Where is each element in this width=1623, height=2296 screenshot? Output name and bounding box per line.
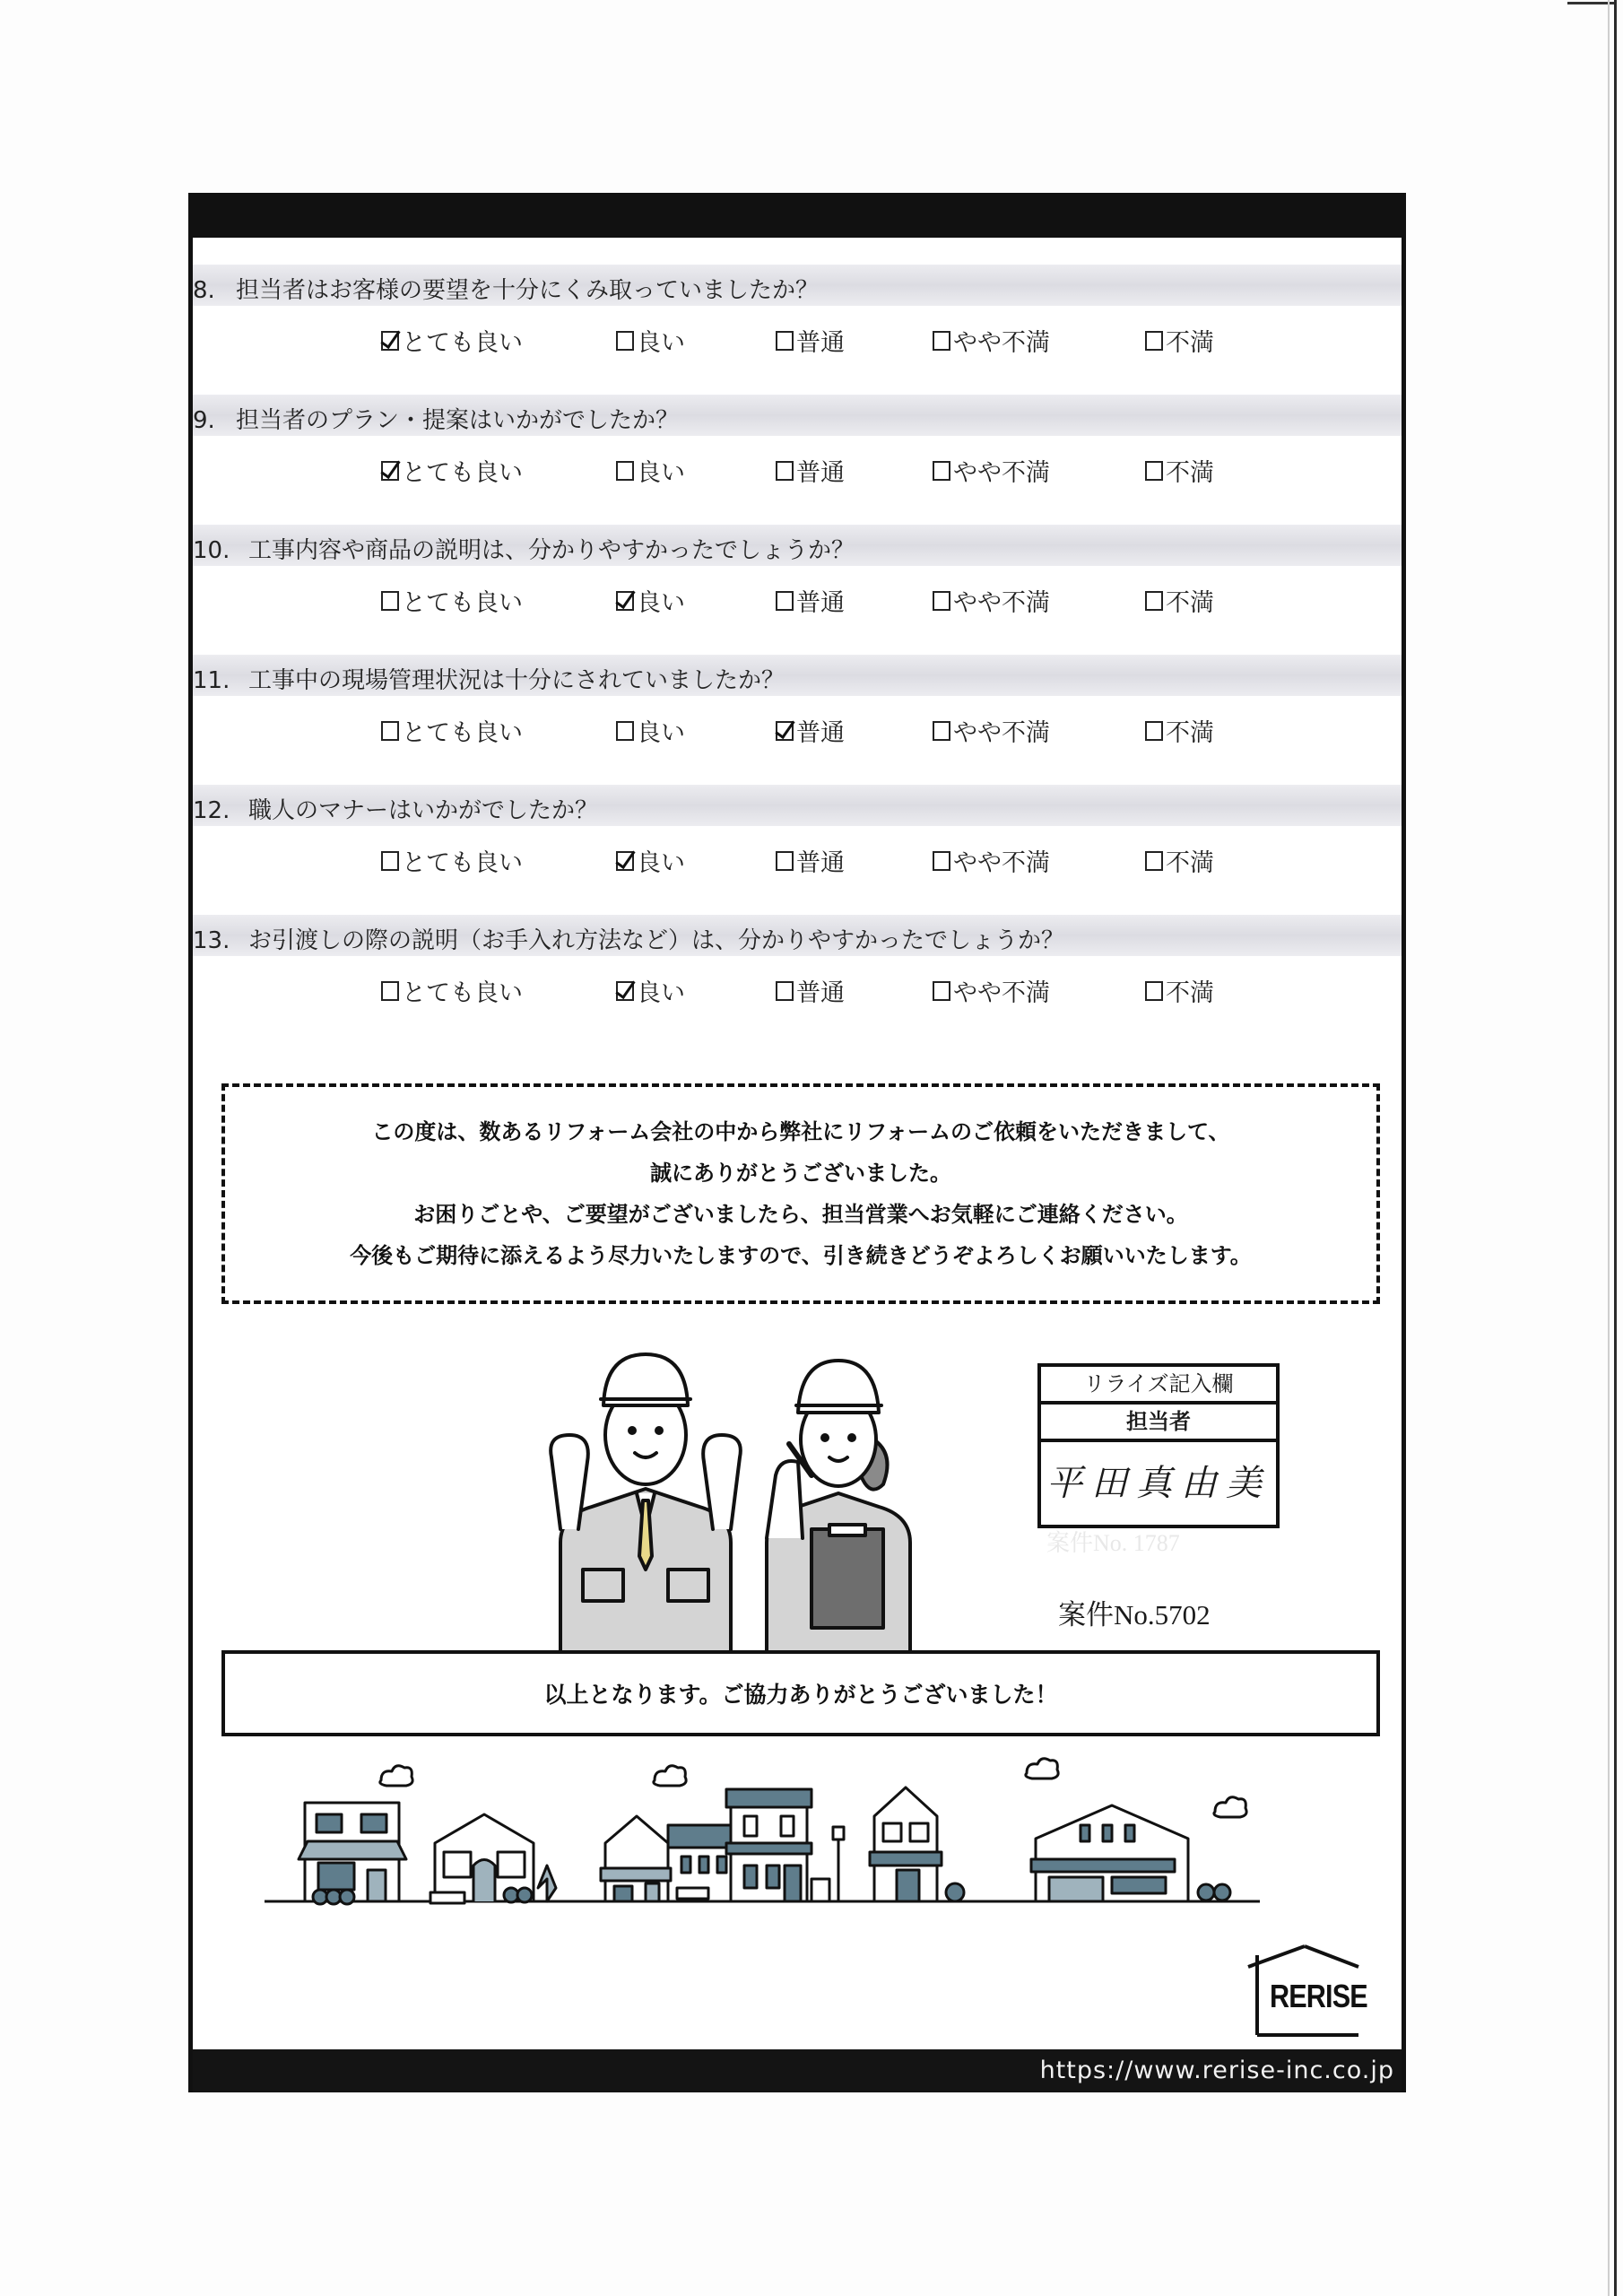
answer-options: [193, 453, 1402, 489]
question-text: [193, 922, 1064, 955]
answer-option[interactable]: [933, 843, 1050, 878]
option-label: 不満: [1166, 849, 1214, 877]
option-label: とても良い: [402, 329, 523, 357]
footer-bar: [193, 2049, 1402, 2092]
answer-option[interactable]: [776, 453, 845, 488]
checkbox[interactable]: [381, 851, 399, 871]
answer-option[interactable]: [933, 583, 1050, 618]
answer-option[interactable]: [933, 973, 1050, 1008]
answer-option[interactable]: [381, 583, 523, 618]
checkbox-checked[interactable]: [616, 591, 634, 611]
question-label: 工事中の現場管理状況は十分にされていましたか？: [248, 667, 785, 694]
answer-option[interactable]: [381, 973, 523, 1008]
question-number: 13.: [193, 927, 230, 954]
option-label: 良い: [637, 849, 685, 877]
checkbox-checked[interactable]: [381, 331, 399, 351]
option-label: 普通: [796, 719, 845, 747]
question-label: 職人のマナーはいかがでしたか？: [248, 797, 599, 824]
checkbox[interactable]: [933, 981, 950, 1001]
checkbox[interactable]: [933, 851, 950, 871]
question-number: 8.: [193, 277, 215, 304]
checkbox[interactable]: [933, 591, 950, 611]
survey-sheet: [188, 193, 1406, 2092]
checkbox[interactable]: [776, 331, 794, 351]
checkbox[interactable]: [1145, 591, 1163, 611]
checkbox[interactable]: [616, 721, 634, 741]
answer-options: [193, 843, 1402, 879]
checkbox[interactable]: [933, 721, 950, 741]
question-label: 工事内容や商品の説明は、分かりやすかったでしょうか？: [248, 537, 855, 564]
workers-illustration: [542, 1350, 955, 1650]
option-label: とても良い: [402, 589, 523, 617]
answer-option[interactable]: [1145, 453, 1214, 488]
option-label: 不満: [1166, 979, 1214, 1007]
option-label: 良い: [637, 589, 685, 617]
option-label: 普通: [796, 979, 845, 1007]
answer-option[interactable]: [616, 583, 685, 618]
thanks-line: 誠にありがとうございました。: [650, 1161, 951, 1186]
answer-option[interactable]: [616, 973, 685, 1008]
checkbox[interactable]: [616, 461, 634, 481]
answer-option[interactable]: [933, 323, 1050, 358]
checkbox[interactable]: [1145, 461, 1163, 481]
answer-option[interactable]: [381, 323, 523, 358]
option-label: 不満: [1166, 589, 1214, 617]
checkbox[interactable]: [1145, 851, 1163, 871]
answer-option[interactable]: [776, 323, 845, 358]
answer-option[interactable]: [616, 843, 685, 878]
checkbox[interactable]: [776, 591, 794, 611]
option-label: やや不満: [953, 589, 1050, 617]
option-label: とても良い: [402, 849, 523, 877]
question-number: 12.: [193, 797, 230, 824]
town-illustration: [247, 1753, 1323, 1915]
case-number-ghost: 案件No. 1787: [1046, 1530, 1180, 1556]
answer-option[interactable]: [1145, 843, 1214, 878]
rerise-entry-box: [1037, 1363, 1280, 1528]
answer-option[interactable]: [1145, 323, 1214, 358]
option-label: 普通: [796, 589, 845, 617]
option-label: 不満: [1166, 719, 1214, 747]
answer-option[interactable]: [933, 713, 1050, 748]
closing-message: 以上となります。ご協力ありがとうございました！: [543, 1682, 1058, 1708]
option-label: 良い: [637, 459, 685, 487]
option-label: 良い: [637, 329, 685, 357]
answer-option[interactable]: [776, 973, 845, 1008]
answer-option[interactable]: [776, 583, 845, 618]
answer-options: [193, 583, 1402, 619]
answer-options: [193, 713, 1402, 749]
closing-message-box: [221, 1650, 1380, 1736]
option-label: 不満: [1166, 459, 1214, 487]
thanks-line: 今後もご期待に添えるよう尽力いたしますので、引き続きどうぞよろしくお願いいたします。: [350, 1243, 1252, 1268]
answer-option[interactable]: [776, 713, 845, 748]
checkbox[interactable]: [933, 461, 950, 481]
question-number: 9.: [193, 407, 215, 434]
checkbox[interactable]: [381, 721, 399, 741]
option-label: 良い: [637, 719, 685, 747]
option-label: やや不満: [953, 459, 1050, 487]
checkbox-checked[interactable]: [616, 981, 634, 1001]
option-label: やや不満: [953, 719, 1050, 747]
thanks-line: この度は、数あるリフォーム会社の中から弊社にリフォームのご依頼をいただきまして、: [371, 1119, 1230, 1144]
question-text: [193, 532, 855, 565]
option-label: とても良い: [402, 719, 523, 747]
scan-edge: [1614, 0, 1617, 2296]
checkbox[interactable]: [933, 331, 950, 351]
question-number: 11.: [193, 667, 230, 694]
logo-text: RERISE: [1270, 1978, 1367, 2014]
option-label: 不満: [1166, 329, 1214, 357]
checkbox[interactable]: [776, 981, 794, 1001]
question-text: [193, 272, 819, 305]
question-text: [193, 792, 598, 825]
answer-option[interactable]: [616, 323, 685, 358]
rerise-logo: [1246, 1942, 1367, 2040]
question-label: 担当者のプラン・提案はいかがでしたか？: [236, 407, 680, 434]
checkbox-checked[interactable]: [616, 851, 634, 871]
checkbox[interactable]: [381, 981, 399, 1001]
answer-option[interactable]: [933, 453, 1050, 488]
answer-option[interactable]: [1145, 713, 1214, 748]
option-label: とても良い: [402, 459, 523, 487]
thanks-message-box: [221, 1083, 1380, 1304]
option-label: とても良い: [402, 979, 523, 1007]
staff-label: 担当者: [1041, 1405, 1276, 1442]
option-label: やや不満: [953, 849, 1050, 877]
answer-option[interactable]: [381, 843, 523, 878]
thanks-line: お困りごとや、ご要望がございましたら、担当営業へお気軽にご連絡ください。: [413, 1202, 1188, 1227]
question-number: 10.: [193, 537, 230, 564]
checkbox[interactable]: [776, 461, 794, 481]
checkbox[interactable]: [1145, 331, 1163, 351]
option-label: 普通: [796, 459, 845, 487]
checkbox[interactable]: [381, 591, 399, 611]
question-label: 担当者はお客様の要望を十分にくみ取っていましたか？: [236, 277, 820, 304]
checkbox[interactable]: [776, 851, 794, 871]
answer-option[interactable]: [1145, 973, 1214, 1008]
checkbox[interactable]: [1145, 721, 1163, 741]
question-text: [193, 402, 679, 435]
answer-option[interactable]: [1145, 583, 1214, 618]
option-label: 普通: [796, 329, 845, 357]
question-text: [193, 662, 785, 695]
checkbox[interactable]: [1145, 981, 1163, 1001]
answer-option[interactable]: [381, 453, 523, 488]
header-bar: [193, 193, 1402, 238]
staff-signature: 平田真由美: [1046, 1463, 1271, 1504]
option-label: 普通: [796, 849, 845, 877]
answer-option[interactable]: [616, 713, 685, 748]
answer-options: [193, 973, 1402, 1009]
footer-url[interactable]: https://www.rerise-inc.co.jp: [1039, 2057, 1394, 2084]
answer-option[interactable]: [776, 843, 845, 878]
question-label: お引渡しの際の説明（お手入れ方法など）は、分かりやすかったでしょうか？: [248, 927, 1065, 954]
option-label: 良い: [637, 979, 685, 1007]
checkbox[interactable]: [616, 331, 634, 351]
checkbox-checked[interactable]: [381, 461, 399, 481]
answer-option[interactable]: [616, 453, 685, 488]
rerise-entry-title: リライズ記入欄: [1041, 1367, 1276, 1405]
option-label: やや不満: [953, 979, 1050, 1007]
option-label: やや不満: [953, 329, 1050, 357]
checkbox-checked[interactable]: [776, 721, 794, 741]
case-number: 案件No.5702: [1058, 1599, 1211, 1631]
answer-options: [193, 323, 1402, 359]
scan-edge: [1608, 0, 1610, 2296]
answer-option[interactable]: [381, 713, 523, 748]
